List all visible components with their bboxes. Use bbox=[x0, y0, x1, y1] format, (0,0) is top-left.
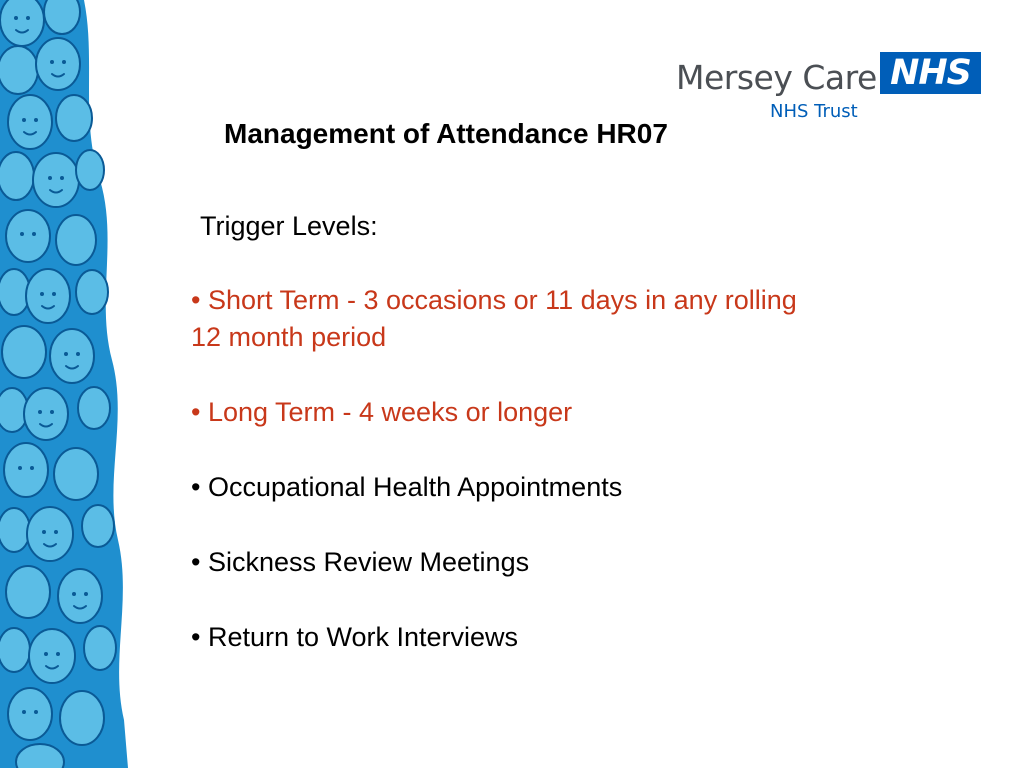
bullet-return-to-work: • Return to Work Interviews bbox=[191, 622, 519, 652]
bullet-long-term: • Long Term - 4 weeks or longer bbox=[191, 397, 573, 427]
people-crowd-illustration bbox=[0, 0, 150, 768]
bullet-sickness-review: • Sickness Review Meetings bbox=[191, 547, 530, 577]
mersey-care-logo bbox=[672, 52, 984, 128]
logo-organisation-name: Mersey Care bbox=[676, 58, 877, 97]
nhs-logo-mark: NHS bbox=[880, 52, 981, 94]
bullet-occupational-health: • Occupational Health Appointments bbox=[191, 472, 623, 502]
trigger-levels-heading: Trigger Levels: bbox=[200, 211, 378, 241]
slide-title: Management of Attendance HR07 bbox=[224, 118, 668, 149]
slide-body bbox=[191, 208, 831, 694]
bullet-short-term: • Short Term - 3 occasions or 11 days in any rolling 12 month period bbox=[191, 285, 797, 352]
logo-trust-name: NHS Trust bbox=[770, 101, 858, 122]
